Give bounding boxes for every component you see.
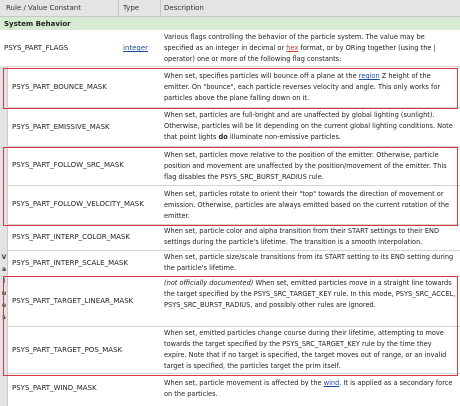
rule-description: [164, 32, 456, 65]
column-divider: [118, 0, 119, 16]
desc-text: When set, specifies particles will bounce off a plane at the: [164, 72, 359, 80]
rule-name: PSYS_PART_INTERP_SCALE_MASK: [12, 259, 128, 267]
header-rule-value: Rule / Value Constant: [6, 4, 81, 12]
rule-description: [164, 110, 456, 143]
hex-link[interactable]: hex: [286, 44, 299, 52]
side-letter: s: [2, 314, 6, 321]
rule-name: PSYS_PART_TARGET_POS_MASK: [12, 346, 123, 354]
desc-text: When set, emitted particles move in a straight line towards the target specified by the PSYS_SRC_TARGET_KEY rule. In this mode, PSYS_SRC_ACCEL, PSYS_SRC_BURST_RADIUS, and possibly other rules are ignored.: [164, 279, 456, 309]
rule-description: When set, particle color and alpha transition from their START settings to their END settings during the particle's lifetime. The transition is a smooth interpolation.: [164, 227, 440, 246]
desc-text: illuminate non-emissive particles.: [227, 133, 342, 141]
side-letter: e: [1, 302, 7, 309]
table-row: [8, 327, 460, 374]
rule-description: When set, particle size/scale transitions from its START setting to its END setting during the particle's lifetime.: [164, 253, 454, 272]
side-letter: u: [1, 290, 7, 297]
rule-name: PSYS_PART_EMISSIVE_MASK: [12, 123, 110, 131]
desc-text: format, or by ORing together (using the | operator) one or more of the following flag constants:: [164, 44, 436, 63]
table-row: [0, 31, 460, 67]
table-header: [0, 0, 460, 17]
rule-name: PSYS_PART_WIND_MASK: [12, 384, 97, 392]
values-side-bar: [0, 66, 8, 406]
section-title: System Behavior: [4, 20, 71, 28]
rule-description: [164, 278, 456, 311]
rule-description: [164, 378, 456, 400]
type-link[interactable]: integer: [123, 44, 149, 52]
rule-description: When set, particles move relative to the position of the emitter. Otherwise, particle position and movement are unaffected by the position/movement of the emitter. This flag disables the PSYS_SRC_BURST_RADIUS rule.: [164, 151, 447, 181]
desc-text: Z height of the emitter. On "bounce", each particle reverses velocity and angle. This only works for particles above the plane falling down on it.: [164, 72, 441, 102]
side-letter: V: [1, 254, 7, 261]
table-row: [8, 108, 460, 147]
section-header: [0, 17, 460, 30]
rule-description: When set, particles rotate to orient their "top" towards the direction of movement or emission. Otherwise, particles are always emitted based on the current rotation of the emitter.: [164, 190, 450, 220]
header-type: Type: [123, 4, 140, 12]
table-row: [8, 147, 460, 186]
rule-description: When set, emitted particles change course during their lifetime, attempting to move towards the target specified by the PSYS_SRC_TARGET_KEY rule by the time they expire. Note that if no target is specified, the target moves out of range, or an invalid target is specified, the particles target the prim itself.: [164, 329, 447, 370]
wind-link[interactable]: wind: [323, 379, 340, 387]
table-row: [8, 186, 460, 225]
table-row: [8, 225, 460, 251]
table-row: [8, 251, 460, 277]
rule-name: PSYS_PART_FLAGS: [4, 44, 69, 52]
desc-italic: (not officially documented): [164, 279, 254, 287]
header-description: Description: [164, 4, 204, 12]
rule-name: PSYS_PART_TARGET_LINEAR_MASK: [12, 297, 134, 305]
desc-text: When set, particle movement is affected by the: [164, 379, 324, 387]
rule-name: PSYS_PART_FOLLOW_SRC_MASK: [12, 161, 124, 169]
side-letter: l: [2, 278, 6, 285]
desc-text: Various flags controlling the behavior of the particle system. The value may be specified as an integer in decimal or: [164, 33, 425, 52]
rule-name: PSYS_PART_BOUNCE_MASK: [12, 83, 107, 91]
desc-text: . It is applied as a secondary force on the particles.: [164, 379, 453, 398]
rule-name: PSYS_PART_INTERP_COLOR_MASK: [12, 233, 130, 241]
rule-name: PSYS_PART_FOLLOW_VELOCITY_MASK: [12, 200, 144, 208]
table-row: [8, 67, 460, 108]
region-link[interactable]: region: [358, 72, 380, 80]
desc-emphasis: do: [218, 133, 228, 141]
column-divider: [160, 0, 161, 16]
rule-description: [164, 71, 456, 104]
table-row: [8, 277, 460, 327]
side-letter: a: [1, 266, 7, 273]
desc-text: When set, particles are full-bright and are unaffected by global lighting (sunlight). Otherwise, particles will be lit depending on the current global lighting conditions. Note that point lights: [164, 111, 453, 141]
table-row: [8, 374, 460, 406]
